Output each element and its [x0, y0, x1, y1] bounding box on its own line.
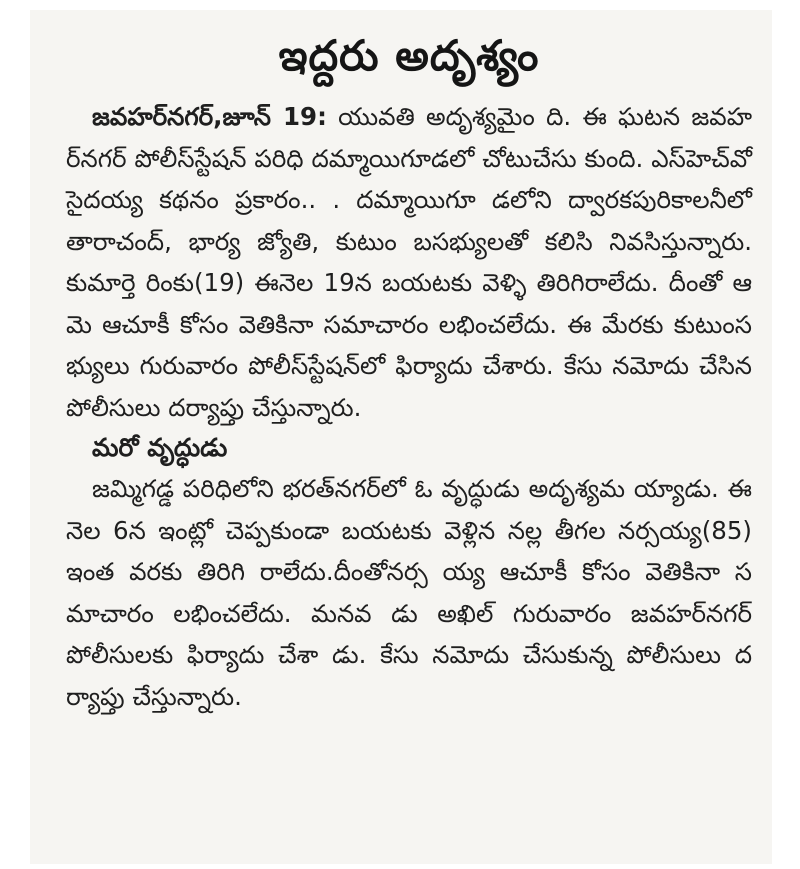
- article-paragraph-1: [66, 96, 752, 428]
- article-paragraph-1-body: యువతి అదృశ్యమైం ది. ఈ ఘటన జవహర్‌నగర్ పోలీస్‌స్టేషన్ పరిధి దమ్మాయిగూడలో చోటుచేసు కుంది. ఎస్‌హెచ్‌వో సైదయ్య కథనం ప్రకారం.. . దమ్మాయిగూ డలోని ద్వారకపురికాలనీలో తారాచంద్, భార్య జ్యోతి, కుటుం బసభ్యులతో కలిసి నివసిస్తున్నారు. కుమార్తె రింకు(19) ఈనెల 19న బయటకు వెళ్ళి తిరిగిరాలేదు. దీంతో ఆమె ఆచూకీ కోసం వెతికినా సమాచారం లభించలేదు. ఈ మేరకు కుటుంసభ్యులు గురువారం పోలీస్‌స్టేషన్‌లో ఫిర్యాదు చేశారు. కేసు నమోదు చేసిన పోలీసులు దర్యాప్తు చేస్తున్నారు.: [66, 102, 752, 422]
- headline: ఇద్దరు అదృశ్యం: [278, 31, 540, 80]
- newspaper-clipping: [30, 10, 772, 864]
- subheading: మరో వృద్ధుడు: [92, 433, 228, 462]
- dateline: జవహర్‌నగర్,జూన్ 19:: [92, 102, 327, 131]
- article-paragraph-2: జమ్మిగడ్డ పరిధిలోని భరత్‌నగర్‌లో ఓ వృద్ధుడు అదృశ్యమ య్యాడు. ఈనెల 6న ఇంట్లో చెప్పకుండా బయటకు వెళ్లిన నల్ల తీగల నర్సయ్య(85) ఇంత వరకు తిరిగి రాలేదు.దీంతోనర్స య్య ఆచూకీ కోసం వెతికినా సమాచారం లభించలేదు. మనవ డు అఖిల్ గురువారం జవహర్‌నగర్ పోలీసులకు ఫిర్యాదు చేశా డు. కేసు నమోదు చేసుకున్న పోలీసులు దర్యాప్తు చేస్తున్నారు.: [66, 474, 752, 711]
